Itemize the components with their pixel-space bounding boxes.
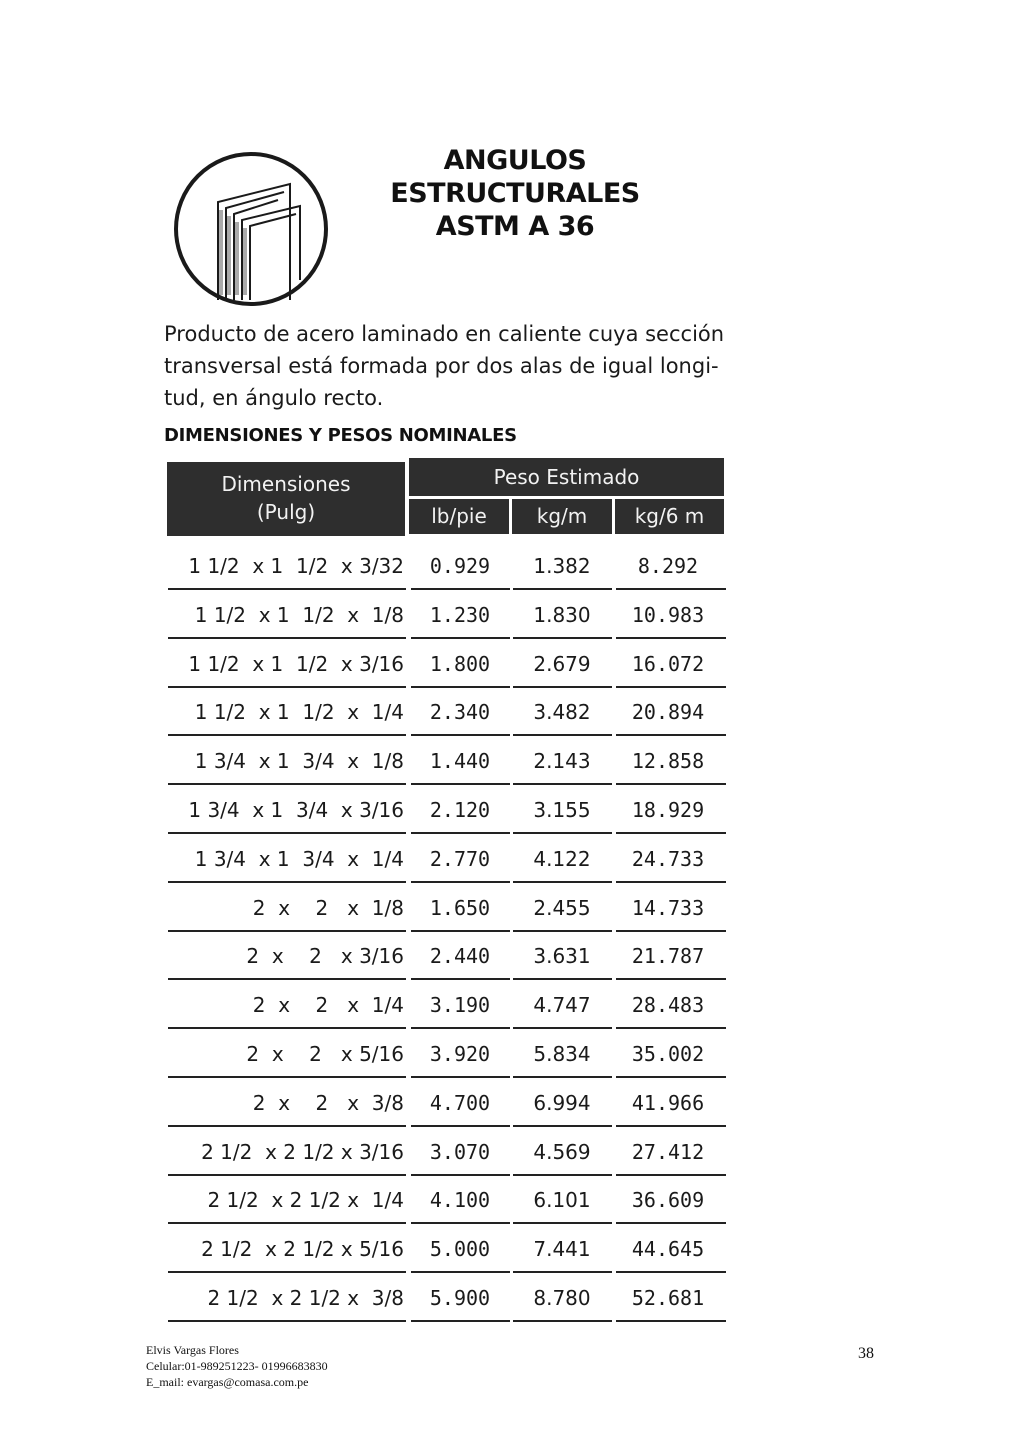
cell-dimensions: 2 1/2 x 2 1/2 x 3/8 — [207, 1286, 404, 1310]
cell-dimensions: 1 3/4 x 1 3/4 x 1/4 — [194, 847, 404, 871]
cell-dimensions: 1 1/2 x 1 1/2 x 3/16 — [188, 652, 404, 676]
cell-dimensions: 2 x 2 x 1/4 — [252, 993, 404, 1017]
cell-dimensions: 2 x 2 x 3/8 — [252, 1091, 404, 1115]
cell-kg-6m: 20.894 — [631, 700, 705, 724]
row-divider — [168, 1271, 406, 1273]
cell-kg-6m: 14.733 — [631, 896, 705, 920]
column-header-dimensions-label: Dimensiones — [221, 472, 351, 496]
row-divider — [616, 637, 726, 639]
column-header-peso-estimado: Peso Estimado — [409, 458, 724, 496]
table-row — [0, 1225, 1024, 1274]
row-divider — [513, 881, 612, 883]
row-divider — [168, 1222, 406, 1224]
page-number: 38 — [858, 1345, 874, 1362]
cell-lb-pie: 0.929 — [429, 554, 491, 578]
cell-kg-m: 3.631 — [533, 944, 591, 968]
row-divider — [411, 832, 510, 834]
row-divider — [411, 588, 510, 590]
cell-lb-pie: 3.070 — [429, 1140, 491, 1164]
cell-kg-6m: 28.483 — [631, 993, 705, 1017]
row-divider — [513, 1076, 612, 1078]
section-heading: DIMENSIONES Y PESOS NOMINALES — [164, 425, 517, 446]
row-divider — [168, 881, 406, 883]
description-line: tud, en ángulo recto. — [164, 386, 384, 410]
table-row — [0, 591, 1024, 640]
row-divider — [513, 734, 612, 736]
row-divider — [616, 1222, 726, 1224]
cell-lb-pie: 4.100 — [429, 1188, 491, 1212]
row-divider — [616, 881, 726, 883]
row-divider — [168, 832, 406, 834]
table-row — [0, 835, 1024, 884]
cell-dimensions: 2 1/2 x 2 1/2 x 1/4 — [207, 1188, 404, 1212]
cell-lb-pie: 3.190 — [429, 993, 491, 1017]
row-divider — [168, 1125, 406, 1127]
cell-kg-m: 3.482 — [533, 700, 591, 724]
table-row — [0, 640, 1024, 689]
cell-kg-m: 4.569 — [533, 1140, 591, 1164]
cell-dimensions: 1 1/2 x 1 1/2 x 1/4 — [194, 700, 404, 724]
cell-dimensions: 1 3/4 x 1 3/4 x 3/16 — [188, 798, 404, 822]
row-divider — [168, 734, 406, 736]
row-divider — [411, 637, 510, 639]
row-divider — [616, 783, 726, 785]
cell-kg-m: 5.834 — [533, 1042, 591, 1066]
cell-dimensions: 1 1/2 x 1 1/2 x 3/32 — [188, 554, 404, 578]
row-divider — [168, 1076, 406, 1078]
row-divider — [168, 637, 406, 639]
cell-lb-pie: 4.700 — [429, 1091, 491, 1115]
cell-lb-pie: 5.900 — [429, 1286, 491, 1310]
row-divider — [616, 1320, 726, 1322]
row-divider — [513, 783, 612, 785]
cell-kg-6m: 52.681 — [631, 1286, 705, 1310]
table-row — [0, 786, 1024, 835]
cell-kg-6m: 21.787 — [631, 944, 705, 968]
cell-kg-6m: 24.733 — [631, 847, 705, 871]
cell-lb-pie: 1.230 — [429, 603, 491, 627]
row-divider — [168, 783, 406, 785]
cell-lb-pie: 1.650 — [429, 896, 491, 920]
cell-kg-6m: 16.072 — [631, 652, 705, 676]
row-divider — [616, 734, 726, 736]
cell-dimensions: 2 1/2 x 2 1/2 x 3/16 — [201, 1140, 404, 1164]
footer-contact — [146, 1342, 328, 1390]
table-row — [0, 1274, 1024, 1323]
table-row — [0, 981, 1024, 1030]
cell-lb-pie: 5.000 — [429, 1237, 491, 1261]
footer-phone: Celular:01-989251223- 01996683830 — [146, 1359, 328, 1373]
row-divider — [411, 1222, 510, 1224]
row-divider — [411, 1271, 510, 1273]
row-divider — [513, 1320, 612, 1322]
table-row — [0, 1030, 1024, 1079]
row-divider — [616, 588, 726, 590]
row-divider — [616, 978, 726, 980]
table-row — [0, 884, 1024, 933]
cell-dimensions: 1 3/4 x 1 3/4 x 1/8 — [194, 749, 404, 773]
row-divider — [616, 832, 726, 834]
row-divider — [411, 881, 510, 883]
cell-kg-6m: 18.929 — [631, 798, 705, 822]
cell-kg-m: 6.101 — [533, 1188, 591, 1212]
row-divider — [168, 588, 406, 590]
description-line: transversal está formada por dos alas de igual longi- — [164, 354, 719, 378]
cell-kg-6m: 27.412 — [631, 1140, 705, 1164]
table-row — [0, 737, 1024, 786]
table-row — [0, 542, 1024, 591]
row-divider — [513, 1125, 612, 1127]
column-header-lb-pie: lb/pie — [409, 499, 509, 534]
column-header-kg-6m: kg/6 m — [615, 499, 724, 534]
cell-kg-m: 2.455 — [533, 896, 591, 920]
cell-lb-pie: 2.440 — [429, 944, 491, 968]
row-divider — [616, 1027, 726, 1029]
cell-dimensions: 2 1/2 x 2 1/2 x 5/16 — [201, 1237, 404, 1261]
row-divider — [513, 637, 612, 639]
row-divider — [513, 1222, 612, 1224]
table-row — [0, 1079, 1024, 1128]
cell-dimensions: 2 x 2 x 5/16 — [246, 1042, 404, 1066]
row-divider — [513, 1271, 612, 1273]
table-row — [0, 1176, 1024, 1225]
cell-kg-m: 4.122 — [533, 847, 591, 871]
table-row — [0, 688, 1024, 737]
row-divider — [513, 978, 612, 980]
row-divider — [411, 1027, 510, 1029]
cell-lb-pie: 2.120 — [429, 798, 491, 822]
cell-kg-m: 4.747 — [533, 993, 591, 1017]
cell-kg-m: 8.780 — [533, 1286, 591, 1310]
title-line-1: ANGULOS — [443, 145, 587, 176]
cell-dimensions: 2 x 2 x 1/8 — [252, 896, 404, 920]
row-divider — [411, 1076, 510, 1078]
cell-kg-6m: 12.858 — [631, 749, 705, 773]
footer-email: E_mail: evargas@comasa.com.pe — [146, 1375, 309, 1389]
cell-kg-6m: 41.966 — [631, 1091, 705, 1115]
row-divider — [168, 1027, 406, 1029]
column-header-kg-m: kg/m — [512, 499, 612, 534]
cell-kg-m: 3.155 — [533, 798, 591, 822]
column-header-dimensions-unit: (Pulg) — [256, 500, 316, 524]
row-divider — [616, 1076, 726, 1078]
title-line-2: ESTRUCTURALES — [390, 178, 640, 209]
title-line-3: ASTM A 36 — [435, 211, 595, 242]
footer-name: Elvis Vargas Flores — [146, 1343, 239, 1357]
table-row — [0, 932, 1024, 981]
cell-kg-m: 6.994 — [533, 1091, 591, 1115]
cell-lb-pie: 1.800 — [429, 652, 491, 676]
row-divider — [616, 1125, 726, 1127]
cell-dimensions: 2 x 2 x 3/16 — [246, 944, 404, 968]
row-divider — [513, 588, 612, 590]
cell-lb-pie: 2.770 — [429, 847, 491, 871]
cell-kg-m: 1.830 — [533, 603, 591, 627]
row-divider — [513, 1027, 612, 1029]
cell-kg-6m: 8.292 — [637, 554, 699, 578]
cell-kg-6m: 36.609 — [631, 1188, 705, 1212]
description-line: Producto de acero laminado en caliente cuya sección — [164, 322, 725, 346]
row-divider — [168, 1320, 406, 1322]
row-divider — [411, 978, 510, 980]
cell-lb-pie: 1.440 — [429, 749, 491, 773]
row-divider — [168, 978, 406, 980]
cell-kg-m: 2.143 — [533, 749, 591, 773]
cell-kg-6m: 44.645 — [631, 1237, 705, 1261]
cell-kg-6m: 35.002 — [631, 1042, 705, 1066]
cell-kg-m: 1.382 — [533, 554, 591, 578]
table-row — [0, 1128, 1024, 1177]
cell-kg-m: 2.679 — [533, 652, 591, 676]
row-divider — [411, 1320, 510, 1322]
row-divider — [411, 783, 510, 785]
cell-dimensions: 1 1/2 x 1 1/2 x 1/8 — [194, 603, 404, 627]
row-divider — [616, 1271, 726, 1273]
row-divider — [411, 1125, 510, 1127]
cell-lb-pie: 2.340 — [429, 700, 491, 724]
row-divider — [411, 734, 510, 736]
cell-kg-6m: 10.983 — [631, 603, 705, 627]
cell-lb-pie: 3.920 — [429, 1042, 491, 1066]
cell-kg-m: 7.441 — [533, 1237, 591, 1261]
row-divider — [513, 832, 612, 834]
